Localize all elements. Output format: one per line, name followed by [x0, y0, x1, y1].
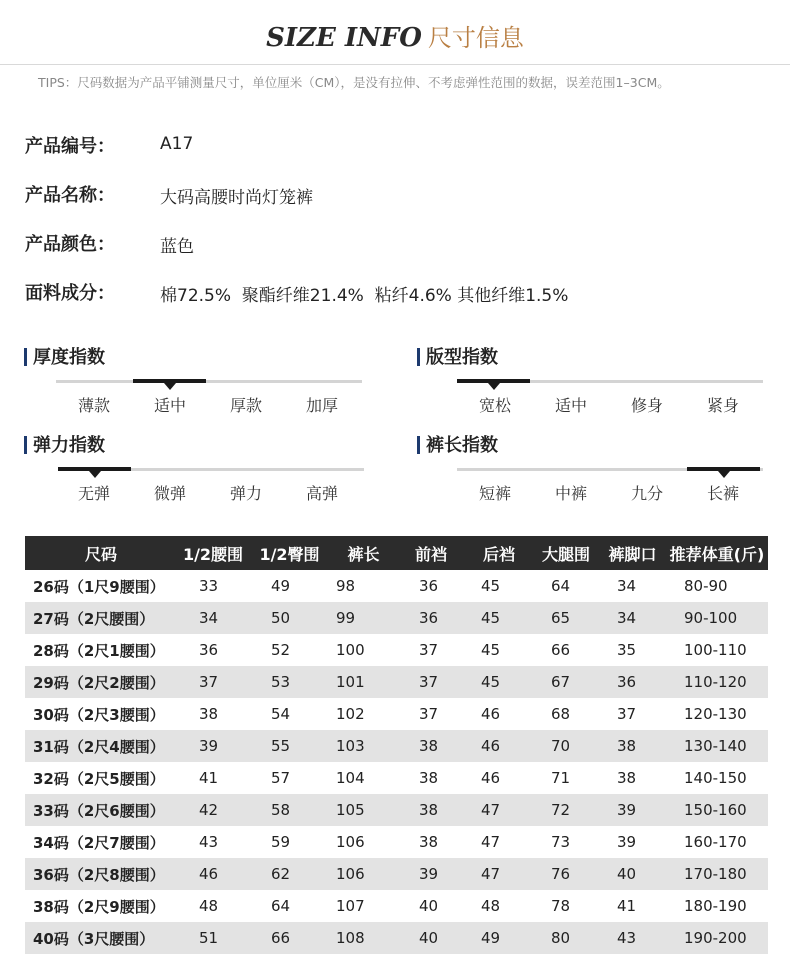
table-cell: 40 [397, 922, 465, 954]
table-cell: 78 [551, 897, 571, 915]
table-cell: 40 [599, 858, 666, 890]
table-cell: 54 [271, 705, 291, 723]
table-cell: 33 [199, 577, 219, 595]
index-track [457, 468, 763, 471]
table-cell: 72 [533, 794, 599, 826]
index-marker [58, 467, 131, 471]
index-marker [687, 467, 760, 471]
table-row [25, 922, 768, 954]
table-row [25, 826, 768, 858]
table-cell: 43 [199, 833, 219, 851]
table-cell: 37 [419, 705, 439, 723]
table-cell: 90-100 [666, 602, 768, 634]
table-cell: 107 [336, 897, 365, 915]
table-row [25, 890, 768, 922]
table-cell: 103 [330, 730, 397, 762]
table-cell: 47 [465, 794, 533, 826]
info-label: 产品颜色： [25, 234, 115, 255]
table-cell: 36 [199, 641, 219, 659]
page-header [0, 0, 790, 66]
table-cell: 38 [397, 794, 465, 826]
table-cell: 106 [336, 833, 365, 851]
info-value: A17 [160, 134, 194, 154]
table-cell: 70 [533, 730, 599, 762]
table-cell: 46 [465, 730, 533, 762]
index-option: 适中 [153, 396, 186, 415]
table-cell: 80 [533, 922, 599, 954]
index-option: 薄款 [77, 396, 110, 415]
table-cell: 67 [533, 666, 599, 698]
table-cell: 65 [533, 602, 599, 634]
info-label: 产品名称： [25, 185, 115, 206]
marker-triangle [164, 383, 176, 390]
table-cell: 130-140 [666, 730, 768, 762]
table-cell: 80-90 [684, 577, 728, 595]
table-cell: 99 [330, 602, 397, 634]
table-row [25, 602, 768, 634]
column-header: 大腿围 [533, 536, 599, 570]
column-header: 前裆 [397, 536, 465, 570]
header-divider [0, 64, 790, 65]
table-row [25, 794, 768, 826]
size-label-cell: 26码（1尺9腰围） [33, 577, 165, 596]
info-label: 产品编号： [25, 136, 115, 157]
table-cell: 38 [419, 769, 439, 787]
table-cell: 62 [249, 858, 330, 890]
title-bar [24, 436, 27, 454]
table-header-row [25, 536, 768, 570]
table-row [25, 666, 768, 698]
table-cell: 98 [336, 577, 356, 595]
index-option: 长裤 [706, 484, 739, 503]
table-cell: 35 [617, 641, 637, 659]
table-cell: 34 [617, 577, 637, 595]
index-option: 中裤 [554, 484, 587, 503]
index-option: 加厚 [305, 396, 338, 415]
title-bar [417, 436, 420, 454]
page-title [0, 22, 790, 54]
table-row [25, 730, 768, 762]
table-cell: 150-160 [666, 794, 768, 826]
size-table [25, 536, 768, 954]
index-options [56, 481, 362, 503]
table-cell: 46 [481, 769, 501, 787]
tips-text: TIPS：尺码数据为产品平铺测量尺寸，单位厘米（CM），是没有拉伸、不考虑弹性范围的数据，误差范围1–3CM。 [38, 75, 670, 90]
table-cell: 180-190 [684, 897, 747, 915]
size-label-cell: 38码（2尺9腰围） [33, 897, 165, 916]
table-cell: 38 [599, 730, 666, 762]
size-label-cell: 29码（2尺2腰围） [25, 666, 177, 698]
title-bar [417, 348, 420, 366]
info-label: 面料成分： [25, 283, 115, 304]
table-row [25, 634, 768, 666]
index-title [417, 347, 498, 369]
table-cell: 34 [177, 602, 249, 634]
size-label-cell: 34码（2尺7腰围） [33, 833, 165, 852]
index-option: 弹力 [229, 484, 262, 503]
product-info [25, 128, 765, 324]
table-cell: 76 [533, 858, 599, 890]
table-cell: 58 [249, 794, 330, 826]
table-cell: 36 [419, 577, 439, 595]
table-cell: 52 [271, 641, 291, 659]
size-label-cell: 32码（2尺5腰围） [33, 769, 165, 788]
table-cell: 64 [551, 577, 571, 595]
marker-triangle [718, 471, 730, 478]
table-cell: 50 [249, 602, 330, 634]
index-title-text: 厚度指数 [33, 347, 105, 368]
index-option: 微弹 [153, 484, 186, 503]
table-cell: 105 [330, 794, 397, 826]
index-title [24, 347, 105, 369]
index-option: 宽松 [478, 396, 511, 415]
column-header: 裤脚口 [599, 536, 666, 570]
index-title-text: 版型指数 [426, 347, 498, 368]
table-cell: 45 [465, 666, 533, 698]
table-row [25, 858, 768, 890]
table-cell: 71 [551, 769, 571, 787]
index-options [457, 393, 763, 415]
table-cell: 49 [271, 577, 291, 595]
table-cell: 41 [199, 769, 219, 787]
title-bar [24, 348, 27, 366]
size-label-cell: 27码（2尺腰围） [25, 602, 177, 634]
index-marker [457, 379, 530, 383]
index-title [417, 435, 498, 457]
table-cell: 48 [199, 897, 219, 915]
index-option: 无弹 [77, 484, 110, 503]
info-value: 蓝色 [160, 237, 194, 257]
table-cell: 57 [271, 769, 291, 787]
table-cell: 66 [551, 641, 571, 659]
info-row-color [25, 226, 765, 275]
table-cell: 39 [617, 833, 637, 851]
size-label-cell: 28码（2尺1腰围） [33, 641, 165, 660]
table-cell: 110-120 [666, 666, 768, 698]
info-value: 棉72.5% 聚酯纤维21.4% 粘纤4.6% 其他纤维1.5% [160, 286, 569, 306]
table-cell: 120-130 [684, 705, 747, 723]
table-cell: 104 [336, 769, 365, 787]
marker-triangle [89, 471, 101, 478]
index-option: 适中 [554, 396, 587, 415]
index-track [58, 468, 364, 471]
column-header: 1/2臀围 [249, 536, 330, 570]
column-header: 裤长 [330, 536, 397, 570]
title-chinese: 尺寸信息 [427, 24, 524, 52]
size-label-cell: 36码（2尺8腰围） [25, 858, 177, 890]
table-cell: 102 [336, 705, 365, 723]
table-cell: 47 [465, 858, 533, 890]
size-label-cell: 40码（3尺腰围） [25, 922, 177, 954]
table-cell: 68 [551, 705, 571, 723]
table-cell: 45 [481, 577, 501, 595]
column-header: 推荐体重(斤) [666, 536, 768, 570]
size-label-cell: 33码（2尺6腰围） [25, 794, 177, 826]
size-label-cell: 31码（2尺4腰围） [25, 730, 177, 762]
marker-triangle [488, 383, 500, 390]
table-cell: 39 [177, 730, 249, 762]
table-cell: 43 [599, 922, 666, 954]
table-cell: 53 [249, 666, 330, 698]
index-option: 短裤 [478, 484, 511, 503]
info-row-fabric [25, 275, 765, 324]
table-cell: 34 [599, 602, 666, 634]
table-cell: 101 [330, 666, 397, 698]
column-header: 1/2腰围 [177, 536, 249, 570]
index-options [56, 393, 362, 415]
table-cell: 49 [465, 922, 533, 954]
table-cell: 38 [397, 730, 465, 762]
size-label-cell: 30码（2尺3腰围） [33, 705, 165, 724]
table-cell: 73 [551, 833, 571, 851]
table-cell: 37 [397, 666, 465, 698]
index-option: 九分 [630, 484, 663, 503]
table-cell: 39 [397, 858, 465, 890]
table-cell: 66 [249, 922, 330, 954]
table-cell: 38 [199, 705, 219, 723]
table-cell: 48 [481, 897, 501, 915]
index-title-text: 弹力指数 [33, 435, 105, 456]
table-cell: 100 [336, 641, 365, 659]
table-cell: 45 [481, 641, 501, 659]
table-cell: 36 [599, 666, 666, 698]
table-cell: 55 [249, 730, 330, 762]
table-cell: 37 [177, 666, 249, 698]
title-english: SIZE INFO [266, 23, 422, 53]
table-cell: 108 [330, 922, 397, 954]
table-row [25, 570, 768, 602]
index-title-text: 裤长指数 [426, 435, 498, 456]
info-value: 大码高腰时尚灯笼裤 [160, 188, 313, 208]
table-cell: 40 [419, 897, 439, 915]
table-cell: 36 [397, 602, 465, 634]
info-row-name [25, 177, 765, 226]
table-cell: 64 [271, 897, 291, 915]
table-cell: 160-170 [684, 833, 747, 851]
index-option: 高弹 [305, 484, 338, 503]
index-marker [133, 379, 206, 383]
table-cell: 45 [465, 602, 533, 634]
info-row-code [25, 128, 765, 177]
index-track [56, 380, 362, 383]
table-cell: 51 [177, 922, 249, 954]
table-cell: 38 [419, 833, 439, 851]
index-option: 紧身 [706, 396, 739, 415]
table-cell: 46 [177, 858, 249, 890]
table-cell: 37 [419, 641, 439, 659]
table-cell: 46 [481, 705, 501, 723]
table-cell: 39 [599, 794, 666, 826]
table-cell: 37 [617, 705, 637, 723]
table-cell: 47 [481, 833, 501, 851]
index-title [24, 435, 105, 457]
index-option: 厚款 [229, 396, 262, 415]
table-cell: 100-110 [684, 641, 747, 659]
index-option: 修身 [630, 396, 663, 415]
index-options [457, 481, 763, 503]
table-cell: 140-150 [684, 769, 747, 787]
table-row [25, 698, 768, 730]
table-cell: 38 [617, 769, 637, 787]
table-cell: 170-180 [666, 858, 768, 890]
index-track [457, 380, 763, 383]
table-row [25, 762, 768, 794]
table-cell: 190-200 [666, 922, 768, 954]
table-cell: 106 [330, 858, 397, 890]
table-body [25, 570, 768, 954]
table-cell: 42 [177, 794, 249, 826]
column-header: 后裆 [465, 536, 533, 570]
column-header: 尺码 [25, 536, 177, 570]
table-cell: 41 [617, 897, 637, 915]
table-cell: 59 [271, 833, 291, 851]
